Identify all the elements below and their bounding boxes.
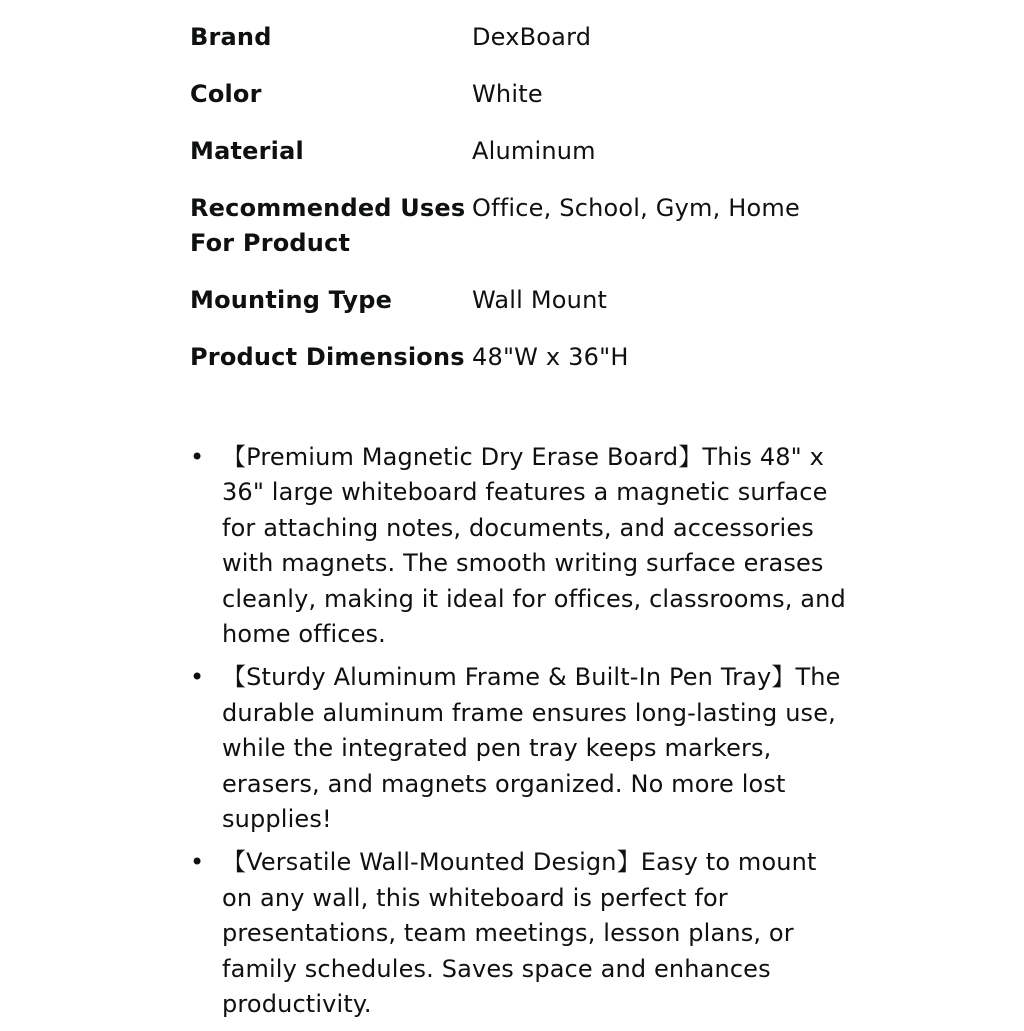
spec-value: Office, School, Gym, Home xyxy=(472,194,800,222)
spec-value: White xyxy=(472,80,543,108)
feature-bullet-text: 【Sturdy Aluminum Frame & Built-In Pen Tray】The durable aluminum frame ensures long-lasting use, while the integrated pen tray keeps markers, erasers, and magnets organized. No more lost supplies! xyxy=(222,663,841,834)
spec-row-color xyxy=(190,77,890,112)
feature-bullet-text: 【Premium Magnetic Dry Erase Board】This 48" x 36" large whiteboard features a magnetic surface for attaching notes, documents, and accessories with magnets. The smooth writing surface erases cleanly, making it ideal for offices, classrooms, and home offices. xyxy=(222,443,846,649)
spec-label: Material xyxy=(190,137,304,165)
spec-label: Mounting Type xyxy=(190,286,393,314)
spec-row-recommended-uses xyxy=(190,191,890,261)
feature-bullet xyxy=(190,440,850,652)
spec-row-material xyxy=(190,134,890,169)
feature-bullet-text: 【Versatile Wall-Mounted Design】Easy to mount on any wall, this whiteboard is perfect for presentations, team meetings, lesson plans, or family schedules. Saves space and enhances productivity. xyxy=(222,848,817,1019)
spec-value: Wall Mount xyxy=(472,286,608,314)
spec-value: 48"W x 36"H xyxy=(472,343,629,371)
feature-bullet xyxy=(190,845,850,1022)
product-specs-table xyxy=(190,20,890,397)
feature-bullet xyxy=(190,660,850,837)
spec-label: Product Dimensions xyxy=(190,343,465,371)
spec-row-product-dimensions xyxy=(190,340,890,375)
spec-label: Recommended Uses For Product xyxy=(190,194,466,257)
spec-value: DexBoard xyxy=(472,23,592,51)
bullet-dot-icon: • xyxy=(190,848,205,877)
spec-label: Brand xyxy=(190,23,272,51)
bullet-dot-icon: • xyxy=(190,663,205,692)
spec-row-mounting-type xyxy=(190,283,890,318)
spec-value: Aluminum xyxy=(472,137,596,165)
spec-row-brand xyxy=(190,20,890,55)
feature-bullet-list xyxy=(190,440,850,1031)
bullet-dot-icon: • xyxy=(190,443,205,471)
spec-label: Color xyxy=(190,80,262,108)
